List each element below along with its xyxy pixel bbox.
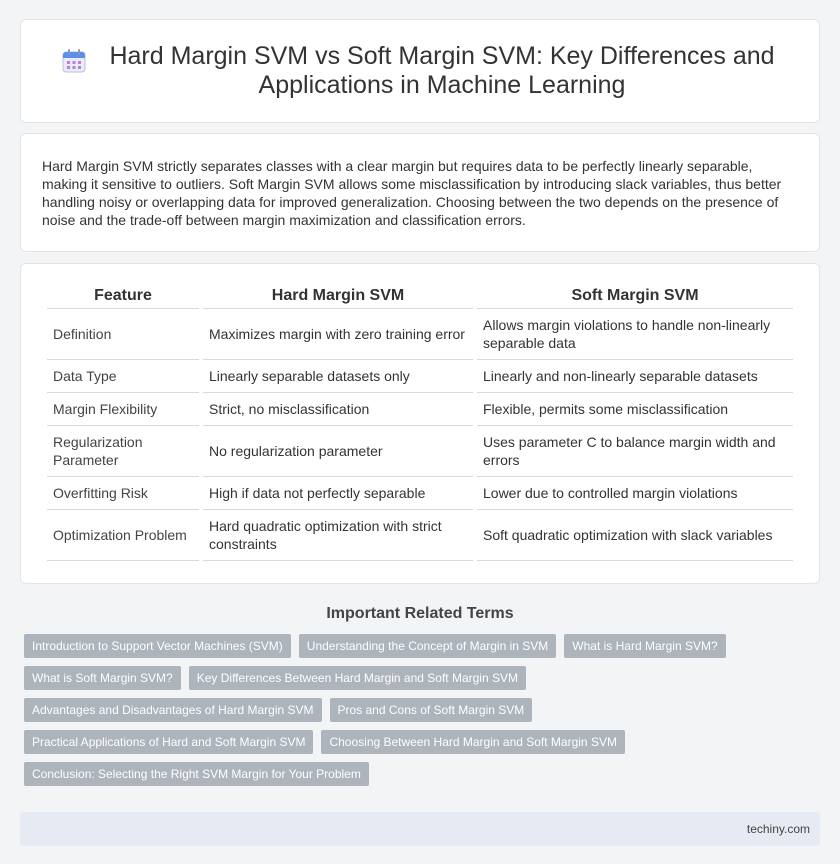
table-cell: Strict, no misclassification [203, 393, 473, 426]
table-cell: Overfitting Risk [47, 477, 199, 510]
table-cell: Lower due to controlled margin violations [477, 477, 793, 510]
table-cell: Margin Flexibility [47, 393, 199, 426]
comparison-table [43, 286, 797, 561]
related-term-tag[interactable]: Key Differences Between Hard Margin and Soft Margin SVM [189, 666, 526, 690]
intro-card [20, 133, 820, 252]
related-terms-list [22, 634, 818, 794]
table-cell: Data Type [47, 360, 199, 393]
table-cell: Regularization Parameter [47, 426, 199, 477]
related-term-tag[interactable]: Pros and Cons of Soft Margin SVM [330, 698, 533, 722]
table-row [47, 426, 793, 477]
table-cell: Hard quadratic optimization with strict constraints [203, 510, 473, 561]
intro-paragraph: Hard Margin SVM strictly separates classes with a clear margin but requires data to be perfectly linearly separable, making it sensitive to outliers. Soft Margin SVM allows some misclassification by introducing slack variables, thus better handling noisy or overlapping data for improved generalization. Choosing between the two depends on the presence of noise and the trade-off between margin maximization and classification errors. [42, 158, 782, 228]
table-header-row [47, 286, 793, 309]
related-terms-title: Important Related Terms [326, 605, 514, 622]
header-hard-margin: Hard Margin SVM [203, 286, 473, 309]
table-cell: Soft quadratic optimization with slack variables [477, 510, 793, 561]
table-row [47, 393, 793, 426]
table-row [47, 477, 793, 510]
related-term-tag[interactable]: Choosing Between Hard Margin and Soft Margin SVM [321, 730, 624, 754]
table-cell: Allows margin violations to handle non-linearly separable data [477, 309, 793, 360]
table-cell: Linearly and non-linearly separable datasets [477, 360, 793, 393]
table-cell: Optimization Problem [47, 510, 199, 561]
table-cell: No regularization parameter [203, 426, 473, 477]
header-soft-margin: Soft Margin SVM [477, 286, 793, 309]
table-cell: Flexible, permits some misclassification [477, 393, 793, 426]
table-cell: Uses parameter C to balance margin width and errors [477, 426, 793, 477]
table-row [47, 360, 793, 393]
page-title: Hard Margin SVM vs Soft Margin SVM: Key Differences and Applications in Machine Learning [109, 42, 775, 99]
footer-brand[interactable]: techiny.com [746, 822, 810, 836]
related-term-tag[interactable]: Advantages and Disadvantages of Hard Margin SVM [24, 698, 322, 722]
footer-bar [20, 812, 820, 846]
table-row [47, 510, 793, 561]
related-term-tag[interactable]: What is Soft Margin SVM? [24, 666, 181, 690]
table-row [47, 309, 793, 360]
related-term-tag[interactable]: Conclusion: Selecting the Right SVM Margin for Your Problem [24, 762, 369, 786]
related-term-tag[interactable]: Introduction to Support Vector Machines (SVM) [24, 634, 291, 658]
header-card [20, 19, 820, 123]
header-inner [61, 42, 779, 100]
related-term-tag[interactable]: What is Hard Margin SVM? [564, 634, 725, 658]
related-term-tag[interactable]: Practical Applications of Hard and Soft Margin SVM [24, 730, 313, 754]
comparison-card [20, 263, 820, 584]
table-cell: High if data not perfectly separable [203, 477, 473, 510]
related-term-tag[interactable]: Understanding the Concept of Margin in SVM [299, 634, 556, 658]
table-cell: Maximizes margin with zero training error [203, 309, 473, 360]
header-feature: Feature [47, 286, 199, 309]
table-cell: Linearly separable datasets only [203, 360, 473, 393]
table-cell: Definition [47, 309, 199, 360]
calendar-icon [61, 48, 87, 74]
